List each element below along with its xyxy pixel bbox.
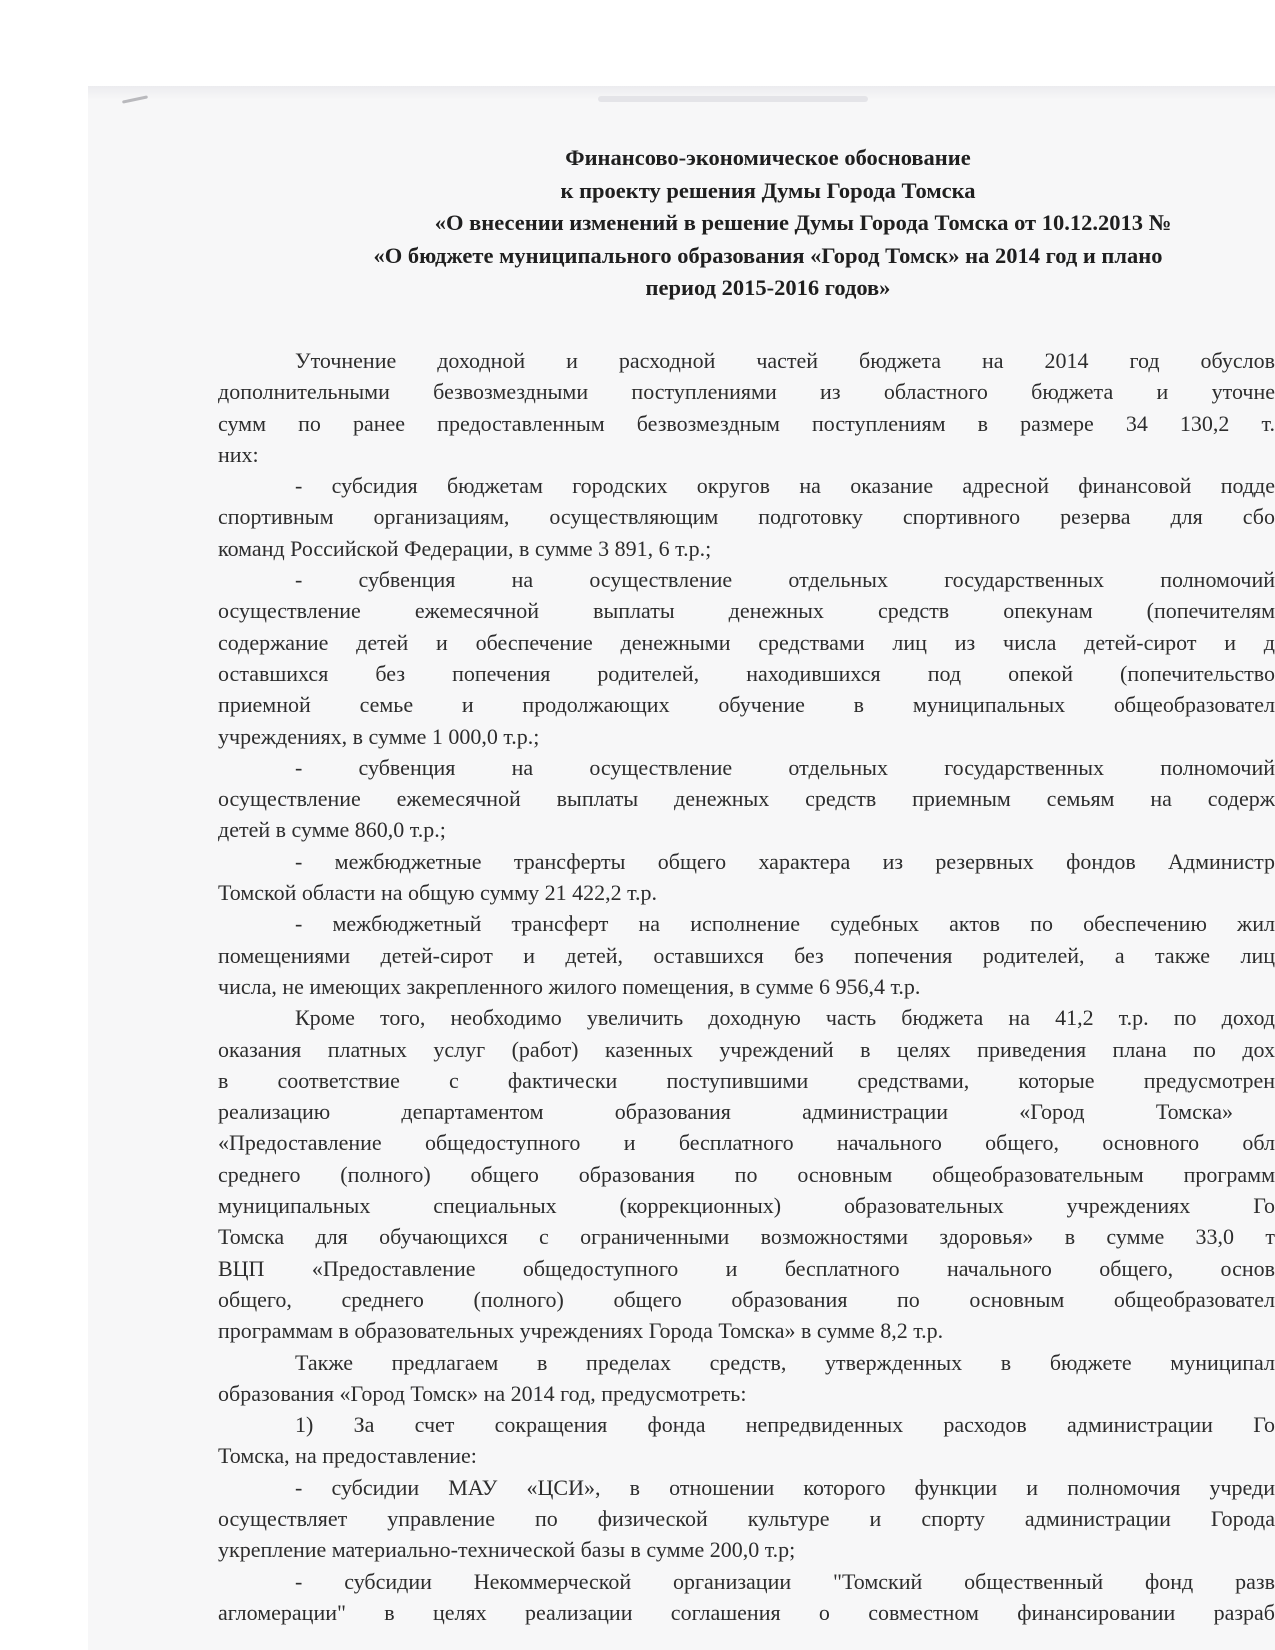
text-line: - субвенция на осуществление отдельных государственных полномочий <box>295 567 1275 593</box>
text-line: муниципальных специальных (коррекционных) образовательных учреждениях Го <box>218 1193 1275 1219</box>
title-line: Финансово-экономическое обоснование <box>565 145 971 170</box>
text-line: - субвенция на осуществление отдельных государственных полномочий <box>295 754 1275 780</box>
text-line: содержание детей и обеспечение денежными средствами лиц из числа детей-сирот и д <box>218 629 1275 655</box>
text-line: среднего (полного) общего образования по основным общеобразовательным программ <box>218 1161 1275 1187</box>
text-line: Кроме того, необходимо увеличить доходную часть бюджета на 41,2 т.р. по доход <box>295 1005 1275 1031</box>
text-line: «Предоставление общедоступного и бесплатного начального общего, основного обл <box>218 1130 1275 1156</box>
title-line: период 2015-2016 годов» <box>645 275 891 300</box>
text-line: команд Российской Федерации, в сумме 3 891, 6 т.р.; <box>218 535 712 561</box>
text-line: Уточнение доходной и расходной частей бюджета на 2014 год обуслов <box>295 348 1275 373</box>
text-line: - межбюджетные трансферты общего характера из резервных фондов Администр <box>295 848 1275 874</box>
text-line: ВЦП «Предоставление общедоступного и бесплатного начального общего, основ <box>218 1255 1275 1281</box>
text-line: осуществление ежемесячной выплаты денежных средств приемным семьям на содерж <box>218 786 1275 812</box>
text-line: общего, среднего (полного) общего образования по основным общеобразовател <box>218 1286 1275 1312</box>
document-title <box>218 142 1275 305</box>
text-line: дополнительными безвозмездными поступлениями из областного бюджета и уточне <box>218 379 1275 405</box>
text-line: них: <box>218 441 259 467</box>
text-line: агломерации" в целях реализации соглашения о совместном финансировании разраб <box>218 1599 1275 1625</box>
text-line: осуществление ежемесячной выплаты денежных средств опекунам (попечителям <box>218 598 1275 624</box>
text-line: реализацию департаментом образования администрации «Город Томска» <box>218 1099 1233 1125</box>
text-line: спортивным организациям, осуществляющим подготовку спортивного резерва для сбо <box>218 504 1275 530</box>
text-line: программам в образовательных учреждениях Города Томска» в сумме 8,2 т.р. <box>218 1318 944 1344</box>
text-line: сумм по ранее предоставленным безвозмездным поступлениям в размере 34 130,2 т. <box>218 410 1275 436</box>
text-line: помещениями детей-сирот и детей, оставшихся без попечения родителей, а также лиц <box>218 942 1275 968</box>
text-line: - субсидии Некоммерческой организации "Томский общественный фонд разв <box>295 1568 1275 1594</box>
text-line: приемной семье и продолжающих обучение в муниципальных общеобразовател <box>218 692 1275 718</box>
text-line: - субсидии МАУ «ЦСИ», в отношении которого функции и полномочия учреди <box>295 1474 1275 1500</box>
text-line: 1) За счет сокращения фонда непредвиденных расходов администрации Го <box>295 1412 1275 1438</box>
text-line: укрепление материально-технической базы в сумме 200,0 т.р; <box>218 1537 796 1563</box>
title-line: к проекту решения Думы Города Томска <box>560 177 976 203</box>
text-line: Томской области на общую сумму 21 422,2 т.р. <box>218 880 658 906</box>
text-line: в соответствие с фактически поступившими средствами, которые предусмотрен <box>218 1067 1275 1093</box>
text-line: оказания платных услуг (работ) казенных учреждений в целях приведения плана по дох <box>218 1036 1275 1062</box>
scan-smudge <box>598 96 868 102</box>
text-line: - межбюджетный трансферт на исполнение судебных актов по обеспечению жил <box>295 911 1275 937</box>
text-line: оставшихся без попечения родителей, находившихся под опекой (попечительство <box>218 660 1275 686</box>
text-line: Томска, на предоставление: <box>218 1443 477 1469</box>
text-line: Также предлагаем в пределах средств, утвержденных в бюджете муниципал <box>295 1349 1275 1375</box>
document-body <box>218 345 1275 1628</box>
text-line: учреждениях, в сумме 1 000,0 т.р.; <box>218 723 540 749</box>
text-line: Томска для обучающихся с ограниченными возможностями здоровья» в сумме 33,0 т <box>218 1224 1275 1250</box>
title-line: «О бюджете муниципального образования «Город Томск» на 2014 год и плано <box>373 242 1163 268</box>
text-line: детей в сумме 860,0 т.р.; <box>218 817 446 843</box>
text-line: - субсидия бюджетам городских округов на оказание адресной финансовой подде <box>295 473 1275 499</box>
text-line: образования «Город Томск» на 2014 год, предусмотреть: <box>218 1380 747 1406</box>
text-line: числа, не имеющих закрепленного жилого помещения, в сумме 6 956,4 т.р. <box>218 973 921 999</box>
text-line: осуществляет управление по физической культуре и спорту администрации Города <box>218 1505 1275 1531</box>
title-line: «О внесении изменений в решение Думы Города Томска от 10.12.2013 № <box>434 210 1172 235</box>
